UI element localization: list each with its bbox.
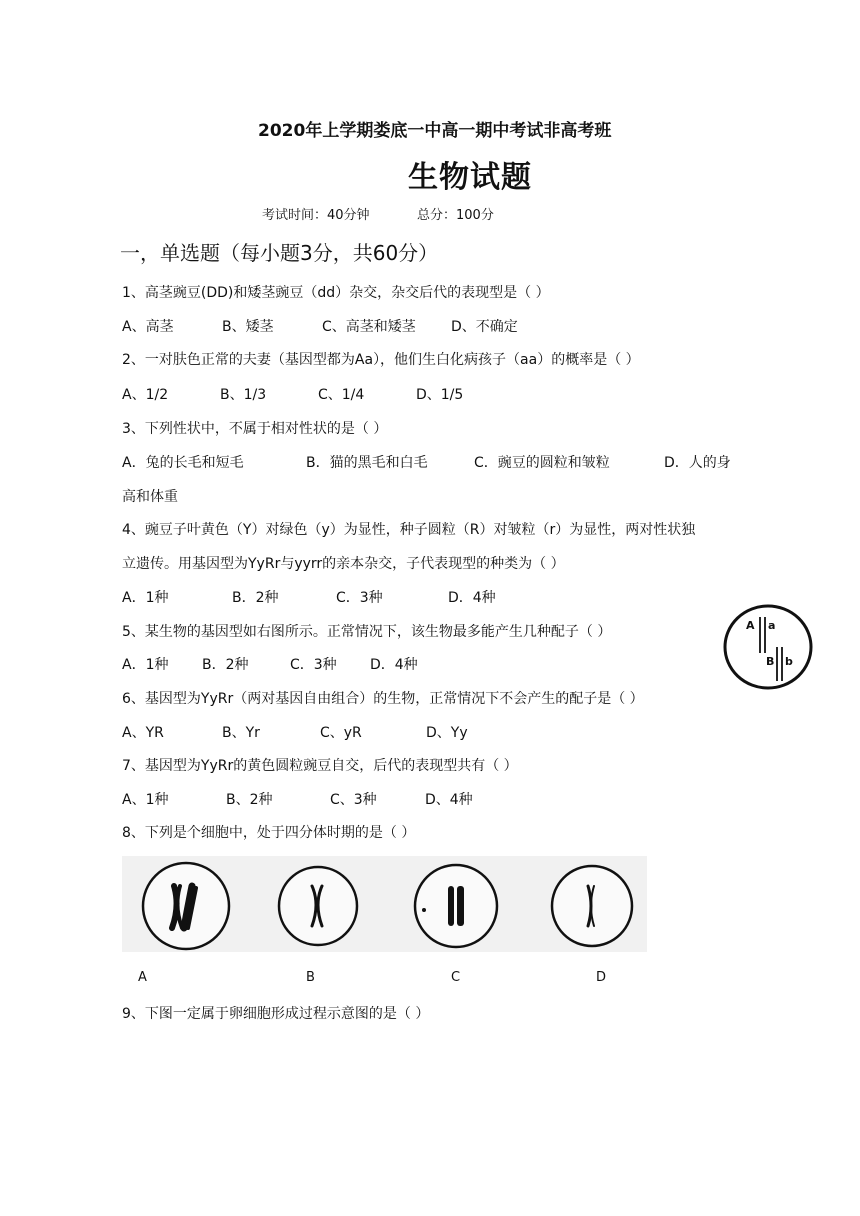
question-2: 2、一对肤色正常的夫妻（基因型都为Aa），他们生白化病孩子（aa）的概率是（ ） [122, 352, 640, 368]
q8-label-a: A [138, 970, 147, 985]
q3-option-d-continued: 高和体重 [122, 489, 178, 505]
question-6: 6、基因型为YyRr（两对基因自由组合）的生物，正常情况下不会产生的配子是（ ） [122, 691, 644, 707]
exam-header: 2020年上学期娄底一中高一期中考试非高考班 [258, 121, 612, 141]
exam-total: 总分：100分 [417, 208, 494, 223]
q4-option-b: B．2种 [232, 590, 279, 606]
cells-figure [122, 856, 647, 952]
q1-option-b: B、矮茎 [222, 319, 274, 335]
q8-label-d: D [596, 970, 607, 985]
question-8: 8、下列是个细胞中，处于四分体时期的是（ ） [122, 825, 416, 841]
q2-option-a: A、1/2 [122, 387, 169, 403]
q5-option-d: D．4种 [370, 657, 418, 673]
question-5: 5、某生物的基因型如右图所示。正常情况下，该生物最多能产生几种配子（ ） [122, 624, 612, 640]
question-4: 4、豌豆子叶黄色（Y）对绿色（y）为显性，种子圆粒（R）对皱粒（r）为显性，两对性状独 [122, 522, 696, 538]
gene-label-b: b [785, 655, 793, 668]
q4-option-a: A．1种 [122, 590, 169, 606]
q8-label-c: C [451, 970, 461, 985]
gene-label-A: A [746, 619, 755, 632]
subject-title: 生物试题 [408, 160, 532, 195]
question-9: 9、下图一定属于卵细胞形成过程示意图的是（ ） [122, 1006, 430, 1022]
q1-option-a: A、高茎 [122, 319, 174, 335]
q6-option-a: A、YR [122, 725, 164, 741]
q6-option-c: C、yR [320, 725, 362, 741]
question-4-line2: 立遗传。用基因型为YyRr与yyrr的亲本杂交，子代表现型的种类为（ ） [122, 556, 565, 572]
q2-option-d: D、1/5 [416, 387, 464, 403]
gene-cell-diagram [722, 603, 814, 691]
q6-option-d: D、Yy [426, 725, 468, 741]
q4-option-d: D．4种 [448, 590, 496, 606]
q7-option-a: A、1种 [122, 792, 169, 808]
question-7: 7、基因型为YyRr的黄色圆粒豌豆自交，后代的表现型共有（ ） [122, 758, 518, 774]
q3-option-c: C．豌豆的圆粒和皱粒 [474, 455, 610, 471]
q4-option-c: C．3种 [336, 590, 383, 606]
q1-option-c: C、高茎和矮茎 [322, 319, 416, 335]
q7-option-c: C、3种 [330, 792, 377, 808]
q5-option-c: C．3种 [290, 657, 337, 673]
q8-label-b: B [306, 970, 315, 985]
q2-option-b: B、1/3 [220, 387, 267, 403]
gene-label-B: B [766, 655, 775, 668]
q3-option-b: B．猫的黑毛和白毛 [306, 455, 428, 471]
cell-c-icon [415, 865, 497, 947]
question-3: 3、下列性状中，不属于相对性状的是（ ） [122, 421, 388, 437]
q3-option-a: A．兔的长毛和短毛 [122, 455, 244, 471]
q5-option-b: B．2种 [202, 657, 249, 673]
q3-option-d: D．人的身 [664, 455, 731, 471]
section-title: 一，单选题（每小题3分，共60分） [120, 241, 439, 265]
gene-label-a: a [768, 619, 776, 632]
q7-option-b: B、2种 [226, 792, 273, 808]
q5-option-a: A．1种 [122, 657, 169, 673]
q6-option-b: B、Yr [222, 725, 260, 741]
q2-option-c: C、1/4 [318, 387, 365, 403]
q7-option-d: D、4种 [425, 792, 473, 808]
question-1: 1、高茎豌豆(DD)和矮茎豌豆（dd）杂交，杂交后代的表现型是（ ） [122, 285, 550, 301]
q1-option-d: D、不确定 [451, 319, 518, 335]
exam-time: 考试时间：40分钟 [262, 208, 370, 223]
